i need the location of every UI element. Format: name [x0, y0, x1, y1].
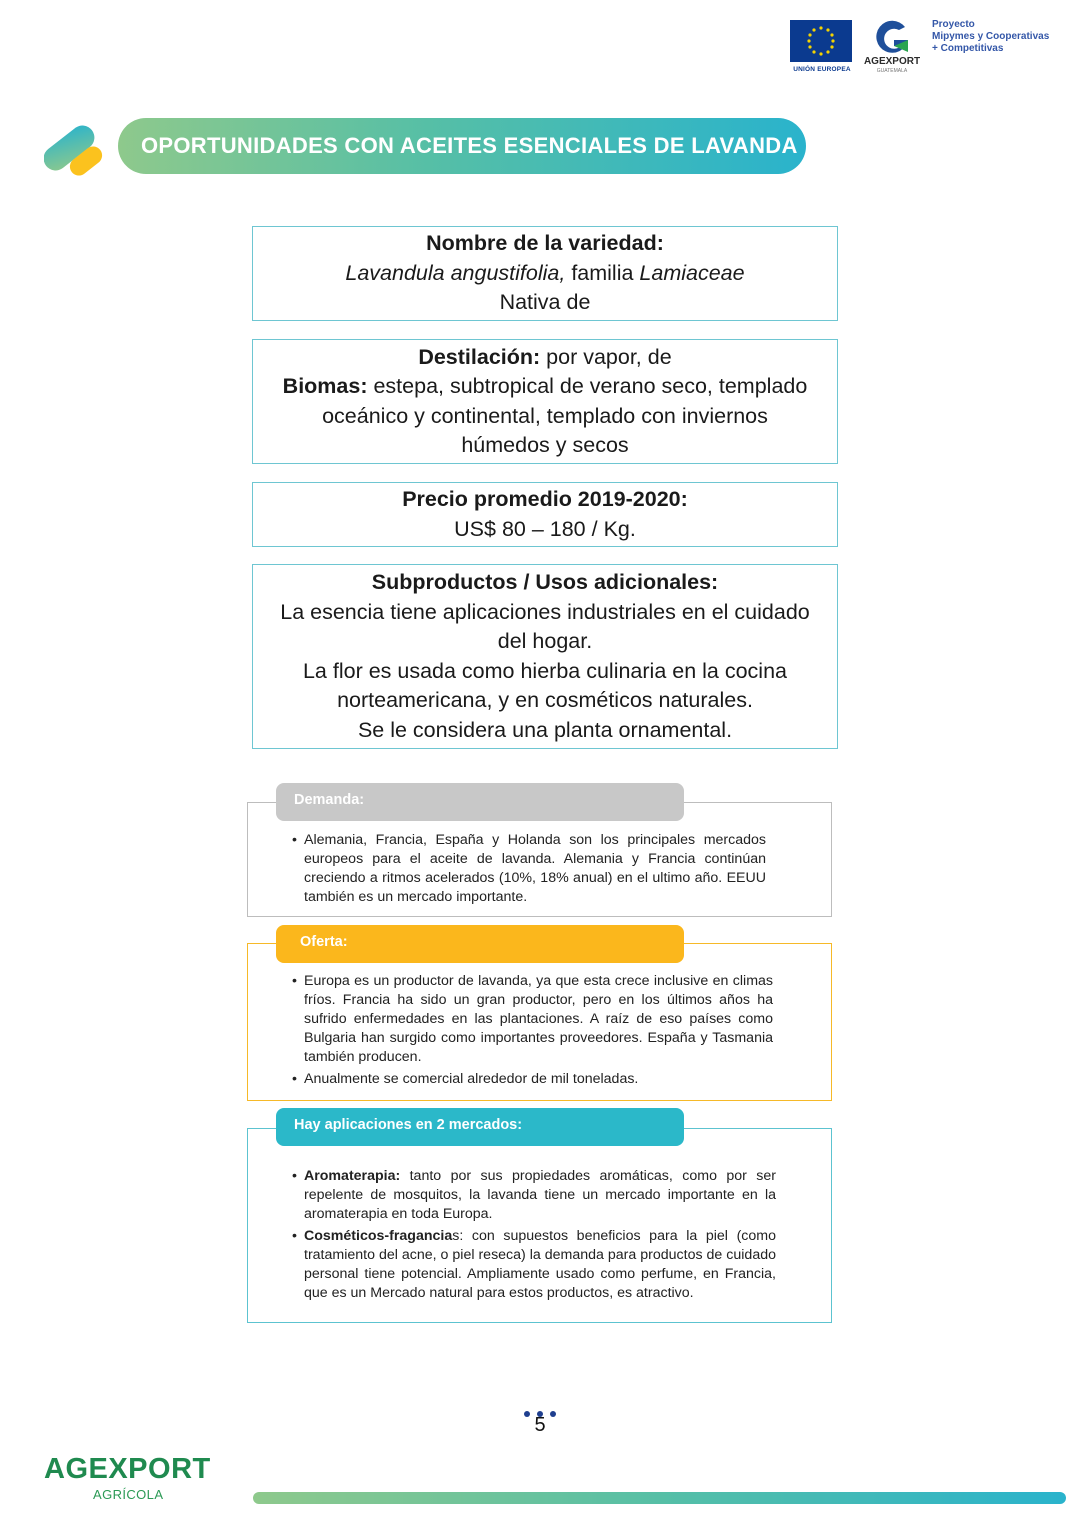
agexport-logo-sub: GUATEMALA [876, 68, 908, 74]
applications-bullet-aromatherapy [292, 1167, 776, 1224]
project-line-1: Proyecto [932, 19, 975, 30]
supply-bullet-2: • Anualmente se comercial alrededor de mil toneladas. [292, 1070, 773, 1089]
supply-bullets [292, 972, 773, 1092]
footer-brand-sub: AGRÍCOLA [93, 1487, 164, 1502]
demand-bullet-1: • Alemania, Francia, España y Holanda son los principales mercados europeos para el aceite de lavanda. Alemania y Francia continúan creciendo a ritmos acelerados (10%, 18% anual) en el ultimo año. EEUU también es un mercado importante. [292, 831, 766, 907]
agexport-g-logo-icon [872, 18, 912, 58]
footer-brand: AGEXPORT [44, 1453, 211, 1485]
applications-tab: Hay aplicaciones en 2 mercados: [276, 1108, 684, 1146]
variety-native: Nativa de [499, 290, 591, 315]
cosmetics-text: s: con supuestos beneficios para la piel (como tratamiento del acne, o piel reseca) la demanda para productos de cuidado personal tiene potencial. Ampliamente usado como perfume, en Francia, que es un Mercado natural para estos productos, es atractivo. [304, 1228, 776, 1301]
aromatherapy-label: Aromaterapia: [304, 1168, 401, 1184]
byproducts-line-2: del hogar. [497, 629, 593, 653]
byproducts-line-4: norteamericana, y en cosméticos naturales. [337, 688, 753, 712]
variety-species: Lavandula angustifolia, [345, 260, 566, 285]
demand-bullets [292, 831, 766, 910]
agexport-logo-word: AGEXPORT [863, 56, 921, 67]
variety-heading: Nombre de la variedad: [426, 231, 664, 256]
biomes-text-1: estepa, subtropical de verano seco, templado [367, 374, 808, 398]
byproducts-heading: Subproductos / Usos adicionales: [371, 570, 719, 594]
price-box [252, 482, 838, 547]
byproducts-line-1: La esencia tiene aplicaciones industriales en el cuidado [280, 599, 810, 624]
price-heading: Precio promedio 2019-2020: [402, 487, 688, 511]
project-line-3: + Competitivas [932, 43, 1004, 54]
page-dots-icon [523, 1405, 557, 1413]
demand-tab: Demanda: [276, 783, 684, 821]
page-number: 5 [534, 1414, 546, 1436]
section-leaf-icon [44, 122, 106, 178]
byproducts-line-3: La flor es usada como hierba culinaria en la cocina [302, 658, 788, 683]
supply-panel [247, 943, 832, 1101]
biomes-line-3: húmedos y secos [461, 433, 629, 457]
applications-bullet-cosmetics [292, 1227, 776, 1303]
distillation-label: Destilación: [418, 344, 541, 369]
variety-family-label: familia [565, 260, 640, 285]
byproducts-box [252, 564, 838, 749]
distillation-value: por vapor, de [540, 344, 672, 369]
applications-bullets [292, 1167, 776, 1306]
eu-caption: UNIÓN EUROPEA [793, 66, 851, 73]
supply-tab: Oferta: [276, 925, 684, 963]
supply-bullet-1: • Europa es un productor de lavanda, ya que esta crece inclusive en climas fríos. Francia ha sido un gran productor, pero en los últimos años ha sufrido enfermedades en las plantaciones. A raíz de eso países como Bulgaria han surgido como importantes proveedores. España y Tasmania también producen. [292, 972, 773, 1067]
variety-family: Lamiaceae [639, 260, 745, 285]
project-line-2: Mipymes y Cooperativas [932, 31, 1050, 42]
biomes-line-1 [283, 372, 808, 402]
project-label [932, 19, 1049, 55]
section-title: OPORTUNIDADES CON ACEITES ESENCIALES DE LAVANDA [141, 133, 798, 158]
distillation-box [252, 339, 838, 464]
variety-box [252, 226, 838, 321]
aromatherapy-text: tanto por sus propiedades aromáticas, como por ser repelente de mosquitos, la lavanda tiene un mercado importante en la aromaterapia en toda Europa. [304, 1168, 776, 1222]
biomes-label: Biomas: [282, 374, 368, 398]
biomes-line-2: oceánico y continental, templado con inviernos [322, 403, 768, 428]
price-value: US$ 80 – 180 / Kg. [454, 516, 636, 541]
variety-name [345, 259, 744, 289]
applications-panel [247, 1128, 832, 1323]
footer-gradient-bar [253, 1492, 1066, 1504]
distillation-line [418, 343, 671, 373]
byproducts-line-5: Se le considera una planta ornamental. [357, 717, 733, 742]
cosmetics-label: Cosméticos-fragancia [304, 1228, 453, 1244]
eu-flag-icon [790, 20, 852, 62]
